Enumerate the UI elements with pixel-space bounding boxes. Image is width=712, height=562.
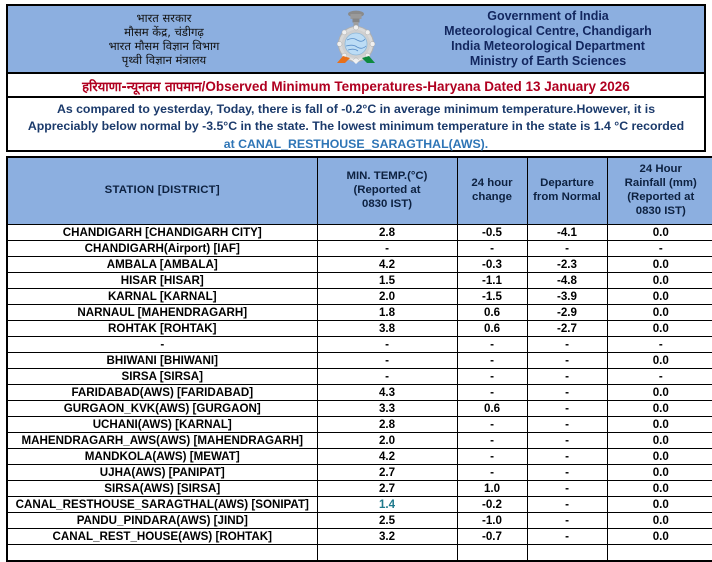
table-row[interactable]	[7, 481, 712, 497]
masthead-english-line-1: Government of India	[487, 9, 609, 24]
cell-24-hour-rainfall: -	[607, 369, 712, 385]
cell-station: CHANDIGARH(Airport) [IAF]	[7, 241, 317, 257]
cell-24-hour-rainfall: 0.0	[607, 385, 712, 401]
cell-min-temp: 2.5	[317, 513, 457, 529]
masthead-hindi-line-3: भारत मौसम विज्ञान विभाग	[109, 39, 220, 53]
column-header-24-hour-rainfall	[607, 157, 712, 225]
cell-station: NARNAUL [MAHENDRAGARH]	[7, 305, 317, 321]
column-header-rainfall-l1: 24 Hour	[610, 163, 712, 177]
table-row[interactable]	[7, 225, 712, 241]
cell-24-hour-rainfall: 0.0	[607, 353, 712, 369]
cell-24-hour-change: -	[457, 385, 527, 401]
cell-24-hour-change: -	[457, 337, 527, 353]
column-header-departure-from-normal	[527, 157, 607, 225]
cell-24-hour-rainfall: 0.0	[607, 433, 712, 449]
cell-station: UJHA(AWS) [PANIPAT]	[7, 465, 317, 481]
cell-min-temp: -	[317, 353, 457, 369]
cell-24-hour-change: -1.1	[457, 273, 527, 289]
cell-departure-from-normal: -	[527, 385, 607, 401]
cell-min-temp: 2.7	[317, 481, 457, 497]
table-row[interactable]	[7, 449, 712, 465]
column-header-change-l1: 24 hour	[460, 177, 525, 191]
cell-24-hour-rainfall	[607, 545, 712, 562]
report-title-band	[6, 74, 706, 98]
cell-departure-from-normal: -4.1	[527, 225, 607, 241]
cell-departure-from-normal: -	[527, 369, 607, 385]
cell-departure-from-normal: -	[527, 465, 607, 481]
cell-24-hour-rainfall: 0.0	[607, 513, 712, 529]
cell-departure-from-normal: -2.7	[527, 321, 607, 337]
cell-24-hour-change: -0.5	[457, 225, 527, 241]
cell-24-hour-rainfall: 0.0	[607, 225, 712, 241]
cell-station: PANDU_PINDARA(AWS) [JIND]	[7, 513, 317, 529]
cell-station: KARNAL [KARNAL]	[7, 289, 317, 305]
cell-24-hour-change: -1.5	[457, 289, 527, 305]
table-body	[7, 225, 712, 562]
cell-departure-from-normal: -	[527, 449, 607, 465]
table-row[interactable]	[7, 273, 712, 289]
cell-station: MAHENDRAGARH_AWS(AWS) [MAHENDRAGARH]	[7, 433, 317, 449]
cell-24-hour-change: 1.0	[457, 481, 527, 497]
cell-departure-from-normal: -2.9	[527, 305, 607, 321]
cell-departure-from-normal: -	[527, 337, 607, 353]
cell-departure-from-normal: -	[527, 481, 607, 497]
table-row[interactable]	[7, 417, 712, 433]
cell-24-hour-rainfall: 0.0	[607, 305, 712, 321]
cell-min-temp: 4.2	[317, 257, 457, 273]
cell-24-hour-change: -	[457, 449, 527, 465]
table-row[interactable]	[7, 513, 712, 529]
masthead-hindi-line-1: भारत सरकार	[137, 11, 192, 25]
summary-line-3: at CANAL_RESTHOUSE_SARAGTHAL(AWS).	[16, 136, 696, 153]
table-row[interactable]	[7, 401, 712, 417]
cell-station: CHANDIGARH [CHANDIGARH CITY]	[7, 225, 317, 241]
cell-24-hour-rainfall: 0.0	[607, 465, 712, 481]
table-row[interactable]	[7, 305, 712, 321]
table-row[interactable]	[7, 257, 712, 273]
cell-24-hour-change: -	[457, 417, 527, 433]
cell-departure-from-normal: -	[527, 417, 607, 433]
masthead-english-line-3: India Meteorological Department	[451, 39, 645, 54]
cell-24-hour-change: -	[457, 465, 527, 481]
cell-min-temp: 4.2	[317, 449, 457, 465]
cell-departure-from-normal: -	[527, 353, 607, 369]
cell-24-hour-change: -	[457, 241, 527, 257]
column-header-station	[7, 157, 317, 225]
cell-min-temp: 1.4	[317, 497, 457, 513]
column-header-change-l2: change	[460, 191, 525, 205]
table-row[interactable]	[7, 497, 712, 513]
cell-24-hour-change: -0.2	[457, 497, 527, 513]
cell-min-temp: -	[317, 337, 457, 353]
cell-station: SIRSA [SIRSA]	[7, 369, 317, 385]
cell-24-hour-change: -0.3	[457, 257, 527, 273]
summary-line-2: Appreciably below normal by -3.5°C in the state. The lowest minimum temperature in the state is 1.4 °C recorded	[16, 118, 696, 135]
cell-departure-from-normal: -	[527, 513, 607, 529]
cell-min-temp: 2.0	[317, 289, 457, 305]
cell-station: BHIWANI [BHIWANI]	[7, 353, 317, 369]
cell-departure-from-normal	[527, 545, 607, 562]
minimum-temperature-table	[6, 156, 712, 562]
cell-station: UCHANI(AWS) [KARNAL]	[7, 417, 317, 433]
cell-station: -	[7, 337, 317, 353]
column-header-min-temp-l3: 0830 IST)	[320, 198, 455, 212]
cell-station	[7, 545, 317, 562]
masthead-english-line-4: Ministry of Earth Sciences	[470, 54, 626, 69]
column-header-min-temp-l2: (Reported at	[320, 184, 455, 198]
cell-station: ROHTAK [ROHTAK]	[7, 321, 317, 337]
cell-station: MANDKOLA(AWS) [MEWAT]	[7, 449, 317, 465]
column-header-departure-l2: from Normal	[530, 191, 605, 205]
cell-station: FARIDABAD(AWS) [FARIDABAD]	[7, 385, 317, 401]
cell-24-hour-change: -	[457, 353, 527, 369]
summary-line-1: As compared to yesterday, Today, there is fall of -0.2°C in average minimum temperature.However, it is	[16, 101, 696, 118]
table-row[interactable]	[7, 289, 712, 305]
table-row[interactable]	[7, 385, 712, 401]
cell-24-hour-change: -	[457, 369, 527, 385]
column-header-min-temp-l1: MIN. TEMP.(°C)	[320, 170, 455, 184]
cell-departure-from-normal: -	[527, 433, 607, 449]
cell-departure-from-normal: -4.8	[527, 273, 607, 289]
cell-min-temp: 2.0	[317, 433, 457, 449]
table-row[interactable]	[7, 241, 712, 257]
cell-station: CANAL_RESTHOUSE_SARAGTHAL(AWS) [SONIPAT]	[7, 497, 317, 513]
page-title	[82, 79, 630, 94]
column-header-departure-l1: Departure	[530, 177, 605, 191]
cell-min-temp: 3.2	[317, 529, 457, 545]
table-row[interactable]	[7, 433, 712, 449]
cell-min-temp: 2.8	[317, 225, 457, 241]
column-header-rainfall-l3: (Reported at	[610, 191, 712, 205]
table-row[interactable]	[7, 529, 712, 545]
table-row[interactable]	[7, 465, 712, 481]
masthead-hindi-line-4: पृथ्वी विज्ञान मंत्रालय	[122, 53, 206, 67]
imd-emblem-icon	[320, 6, 392, 72]
cell-24-hour-change: 0.6	[457, 321, 527, 337]
cell-24-hour-rainfall: 0.0	[607, 481, 712, 497]
cell-24-hour-rainfall: 0.0	[607, 449, 712, 465]
masthead-hindi-line-2: मौसम केंद्र, चंडीगढ़	[124, 25, 204, 39]
cell-24-hour-rainfall: 0.0	[607, 417, 712, 433]
table-row[interactable]	[7, 545, 712, 562]
cell-24-hour-rainfall: 0.0	[607, 497, 712, 513]
cell-24-hour-rainfall: 0.0	[607, 273, 712, 289]
cell-24-hour-rainfall: 0.0	[607, 529, 712, 545]
masthead-hindi-block	[8, 6, 320, 72]
cell-min-temp: 2.8	[317, 417, 457, 433]
masthead-english-line-2: Meteorological Centre, Chandigarh	[444, 24, 652, 39]
cell-departure-from-normal: -	[527, 497, 607, 513]
table-header-row	[7, 157, 712, 225]
table-row[interactable]	[7, 321, 712, 337]
cell-station: HISAR [HISAR]	[7, 273, 317, 289]
cell-24-hour-change: -1.0	[457, 513, 527, 529]
table-header	[7, 157, 712, 225]
cell-24-hour-rainfall: 0.0	[607, 257, 712, 273]
cell-departure-from-normal: -	[527, 529, 607, 545]
cell-min-temp: -	[317, 369, 457, 385]
cell-min-temp: 3.3	[317, 401, 457, 417]
table-row[interactable]	[7, 369, 712, 385]
cell-departure-from-normal: -3.9	[527, 289, 607, 305]
cell-24-hour-rainfall: -	[607, 241, 712, 257]
cell-departure-from-normal: -	[527, 241, 607, 257]
cell-24-hour-rainfall: 0.0	[607, 401, 712, 417]
cell-24-hour-change: -0.7	[457, 529, 527, 545]
column-header-rainfall-l2: Rainfall (mm)	[610, 177, 712, 191]
table-row[interactable]	[7, 353, 712, 369]
cell-min-temp: 1.8	[317, 305, 457, 321]
summary-paragraph	[6, 98, 706, 152]
cell-24-hour-change: -	[457, 433, 527, 449]
column-header-min-temp	[317, 157, 457, 225]
cell-min-temp: -	[317, 241, 457, 257]
cell-24-hour-rainfall: -	[607, 337, 712, 353]
cell-departure-from-normal: -	[527, 401, 607, 417]
cell-min-temp	[317, 545, 457, 562]
cell-station: CANAL_REST_HOUSE(AWS) [ROHTAK]	[7, 529, 317, 545]
cell-min-temp: 4.3	[317, 385, 457, 401]
masthead-english-block	[392, 6, 704, 72]
cell-min-temp: 1.5	[317, 273, 457, 289]
cell-24-hour-rainfall: 0.0	[607, 289, 712, 305]
table-row[interactable]	[7, 337, 712, 353]
cell-station: SIRSA(AWS) [SIRSA]	[7, 481, 317, 497]
column-header-rainfall-l4: 0830 IST)	[610, 205, 712, 219]
page-title-hindi: हरियाणा-न्यूनतम तापमान	[82, 80, 201, 95]
cell-station: GURGAON_KVK(AWS) [GURGAON]	[7, 401, 317, 417]
column-header-station-label: STATION [DISTRICT]	[105, 184, 220, 196]
column-header-24-hour-change	[457, 157, 527, 225]
cell-24-hour-change: 0.6	[457, 305, 527, 321]
cell-station: AMBALA [AMBALA]	[7, 257, 317, 273]
page-title-english: /Observed Minimum Temperatures-Haryana Dated 13 January 2026	[202, 79, 630, 94]
cell-24-hour-rainfall: 0.0	[607, 321, 712, 337]
cell-24-hour-change	[457, 545, 527, 562]
cell-departure-from-normal: -2.3	[527, 257, 607, 273]
masthead	[6, 4, 706, 74]
cell-24-hour-change: 0.6	[457, 401, 527, 417]
cell-min-temp: 2.7	[317, 465, 457, 481]
cell-min-temp: 3.8	[317, 321, 457, 337]
